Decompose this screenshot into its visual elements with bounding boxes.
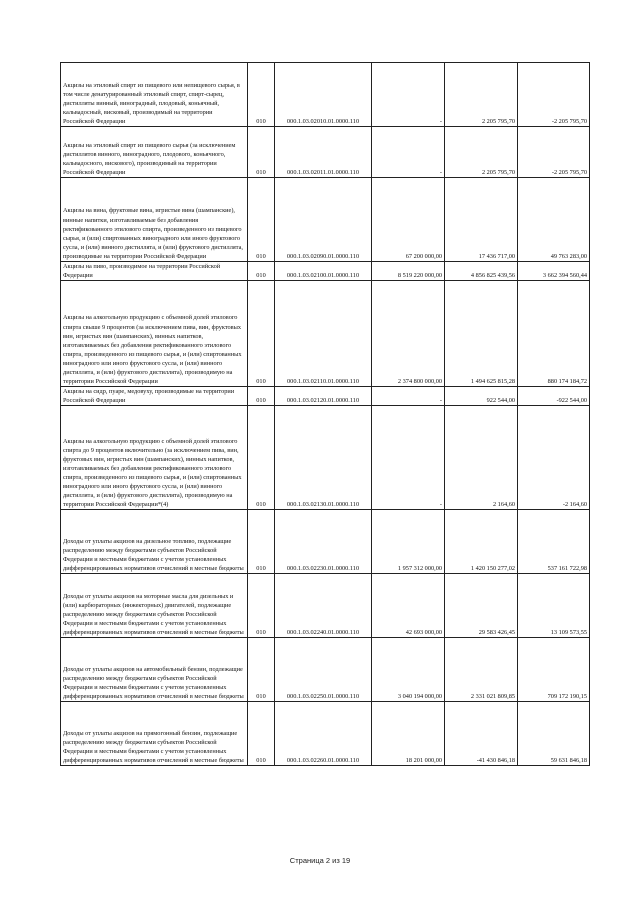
row-name-cell: Доходы от уплаты акцизов на моторные масла для дизельных и (или) карбюраторных (инжекторных) двигателей, подлежащие распределению между бюджетами субъектов Российской Федерации и местными бюджетами с учетом установленных дифференцированных нормативов отчислений в местные бюджеты bbox=[61, 574, 248, 638]
row-code-cell: 010 bbox=[248, 387, 275, 406]
table-row bbox=[61, 262, 590, 281]
row-approved-cell: 18 201 000,00 bbox=[372, 702, 445, 766]
row-name-cell: Доходы от уплаты акцизов на дизельное топливо, подлежащие распределению между бюджетами субъектов Российской Федерации и местными бюджетами с учетом установленных дифференцированных нормативов отчислений в местные бюджеты bbox=[61, 510, 248, 574]
row-executed-cell: 2 164,60 bbox=[445, 406, 518, 510]
row-executed-cell: 1 494 625 815,28 bbox=[445, 281, 518, 387]
row-executed-cell: 4 856 825 439,56 bbox=[445, 262, 518, 281]
row-name-cell: Доходы от уплаты акцизов на прямогонный бензин, подлежащие распределению между бюджетами субъектов Российской Федерации и местными бюджетами с учетом установленных дифференцированных нормативов отчислений в местные бюджеты bbox=[61, 702, 248, 766]
row-approved-cell: - bbox=[372, 406, 445, 510]
row-approved-cell: 1 957 312 000,00 bbox=[372, 510, 445, 574]
row-code-cell: 010 bbox=[248, 574, 275, 638]
row-approved-cell: - bbox=[372, 63, 445, 127]
row-executed-cell: 29 583 426,45 bbox=[445, 574, 518, 638]
row-kbk-cell: 000.1.03.02120.01.0000.110 bbox=[275, 387, 372, 406]
row-unexecuted-cell: 3 662 394 560,44 bbox=[518, 262, 590, 281]
row-unexecuted-cell: 49 763 283,00 bbox=[518, 178, 590, 262]
row-unexecuted-cell: 880 174 184,72 bbox=[518, 281, 590, 387]
table-row bbox=[61, 406, 590, 510]
row-executed-cell: 2 205 795,70 bbox=[445, 63, 518, 127]
row-code-cell: 010 bbox=[248, 406, 275, 510]
row-approved-cell: 67 200 000,00 bbox=[372, 178, 445, 262]
row-approved-cell: 3 040 194 000,00 bbox=[372, 638, 445, 702]
table-row bbox=[61, 387, 590, 406]
row-unexecuted-cell: -922 544,00 bbox=[518, 387, 590, 406]
table-row bbox=[61, 127, 590, 178]
row-kbk-cell: 000.1.03.02010.01.0000.110 bbox=[275, 63, 372, 127]
row-name-cell: Акцизы на этиловый спирт из пищевого сырья (за исключением дистиллятов винного, виноградного, плодового, коньячного, кальвадосного, вискового), производимый на территории Российской Федерации bbox=[61, 127, 248, 178]
row-name-cell: Акцизы на пиво, производимое на территории Российской Федерации bbox=[61, 262, 248, 281]
row-code-cell: 010 bbox=[248, 127, 275, 178]
row-code-cell: 010 bbox=[248, 281, 275, 387]
row-name-cell: Доходы от уплаты акцизов на автомобильный бензин, подлежащие распределению между бюджетами субъектов Российской Федерации и местными бюджетами с учетом установленных дифференцированных нормативов отчислений в местные бюджеты bbox=[61, 638, 248, 702]
row-unexecuted-cell: 537 161 722,98 bbox=[518, 510, 590, 574]
row-approved-cell: 42 693 000,00 bbox=[372, 574, 445, 638]
row-executed-cell: 2 331 021 809,85 bbox=[445, 638, 518, 702]
row-executed-cell: -41 430 846,18 bbox=[445, 702, 518, 766]
row-kbk-cell: 000.1.03.02230.01.0000.110 bbox=[275, 510, 372, 574]
row-executed-cell: 17 436 717,00 bbox=[445, 178, 518, 262]
row-code-cell: 010 bbox=[248, 262, 275, 281]
row-kbk-cell: 000.1.03.02250.01.0000.110 bbox=[275, 638, 372, 702]
table-body bbox=[61, 63, 590, 766]
row-executed-cell: 2 205 795,70 bbox=[445, 127, 518, 178]
row-name-cell: Акцизы на вина, фруктовые вина, игристые вина (шампанские), винные напитки, изготавливаемые без добавления ректификованного этилового спирта, произведенного из пищевого сырья, и (или) спиртованных виноградного или иного фруктового сусла, и (или) винного дистиллята, и (или) фруктового дистиллята, производимые на территории Российской Федерации bbox=[61, 178, 248, 262]
row-unexecuted-cell: -2 205 795,70 bbox=[518, 63, 590, 127]
row-approved-cell: 2 374 800 000,00 bbox=[372, 281, 445, 387]
row-unexecuted-cell: -2 205 795,70 bbox=[518, 127, 590, 178]
row-kbk-cell: 000.1.03.02110.01.0000.110 bbox=[275, 281, 372, 387]
row-approved-cell: 8 519 220 000,00 bbox=[372, 262, 445, 281]
revenue-table bbox=[60, 62, 590, 766]
row-approved-cell: - bbox=[372, 127, 445, 178]
table-row bbox=[61, 63, 590, 127]
row-kbk-cell: 000.1.03.02260.01.0000.110 bbox=[275, 702, 372, 766]
row-unexecuted-cell: 13 109 573,55 bbox=[518, 574, 590, 638]
row-code-cell: 010 bbox=[248, 63, 275, 127]
table-row bbox=[61, 510, 590, 574]
row-code-cell: 010 bbox=[248, 638, 275, 702]
table-row bbox=[61, 574, 590, 638]
row-kbk-cell: 000.1.03.02130.01.0000.110 bbox=[275, 406, 372, 510]
row-unexecuted-cell: 709 172 190,15 bbox=[518, 638, 590, 702]
row-unexecuted-cell: 59 631 846,18 bbox=[518, 702, 590, 766]
row-code-cell: 010 bbox=[248, 178, 275, 262]
row-executed-cell: 922 544,00 bbox=[445, 387, 518, 406]
row-unexecuted-cell: -2 164,60 bbox=[518, 406, 590, 510]
row-name-cell: Акцизы на алкогольную продукцию с объемной долей этилового спирта до 9 процентов включительно (за исключением пива, вин, фруктовых вин, игристых вин (шампанских), винных напитков, изготавливаемых без добавления ректификованного этилового спирта, произведенного из пищевого сырья, и (или) спиртованных виноградного или иного фруктового сусла, и (или) винного дистиллята, и (или) фруктового дистиллята), производимую на территории Российской Федерации*(4) bbox=[61, 406, 248, 510]
table-row bbox=[61, 638, 590, 702]
row-approved-cell: - bbox=[372, 387, 445, 406]
row-code-cell: 010 bbox=[248, 702, 275, 766]
page-footer: Страница 2 из 19 bbox=[289, 856, 351, 865]
row-code-cell: 010 bbox=[248, 510, 275, 574]
row-name-cell: Акцизы на этиловый спирт из пищевого или непищевого сырья, в том числе денатурированный этиловый спирт, спирт-сырец, дистилляты винный, виноградный, плодовый, коньячный, кальвадосный, висковый, производимый на территории Российской Федерации bbox=[61, 63, 248, 127]
table-row bbox=[61, 281, 590, 387]
row-kbk-cell: 000.1.03.02100.01.0000.110 bbox=[275, 262, 372, 281]
table-row bbox=[61, 702, 590, 766]
row-name-cell: Акцизы на сидр, пуаре, медовуху, производимые на территории Российской Федерации bbox=[61, 387, 248, 406]
row-executed-cell: 1 420 150 277,02 bbox=[445, 510, 518, 574]
row-kbk-cell: 000.1.03.02090.01.0000.110 bbox=[275, 178, 372, 262]
row-name-cell: Акцизы на алкогольную продукцию с объемной долей этилового спирта свыше 9 процентов (за исключением пива, вин, фруктовых вин, игристых вин (шампанских), винных напитков, изготавливаемых без добавления ректификованного этилового спирта, произведенного из пищевого сырья, и (или) спиртованных виноградного или иного фруктового сусла, и (или) винного дистиллята, и (или) фруктового дистиллята), производимую на территории Российской Федерации bbox=[61, 281, 248, 387]
table-row bbox=[61, 178, 590, 262]
row-kbk-cell: 000.1.03.02240.01.0000.110 bbox=[275, 574, 372, 638]
row-kbk-cell: 000.1.03.02011.01.0000.110 bbox=[275, 127, 372, 178]
